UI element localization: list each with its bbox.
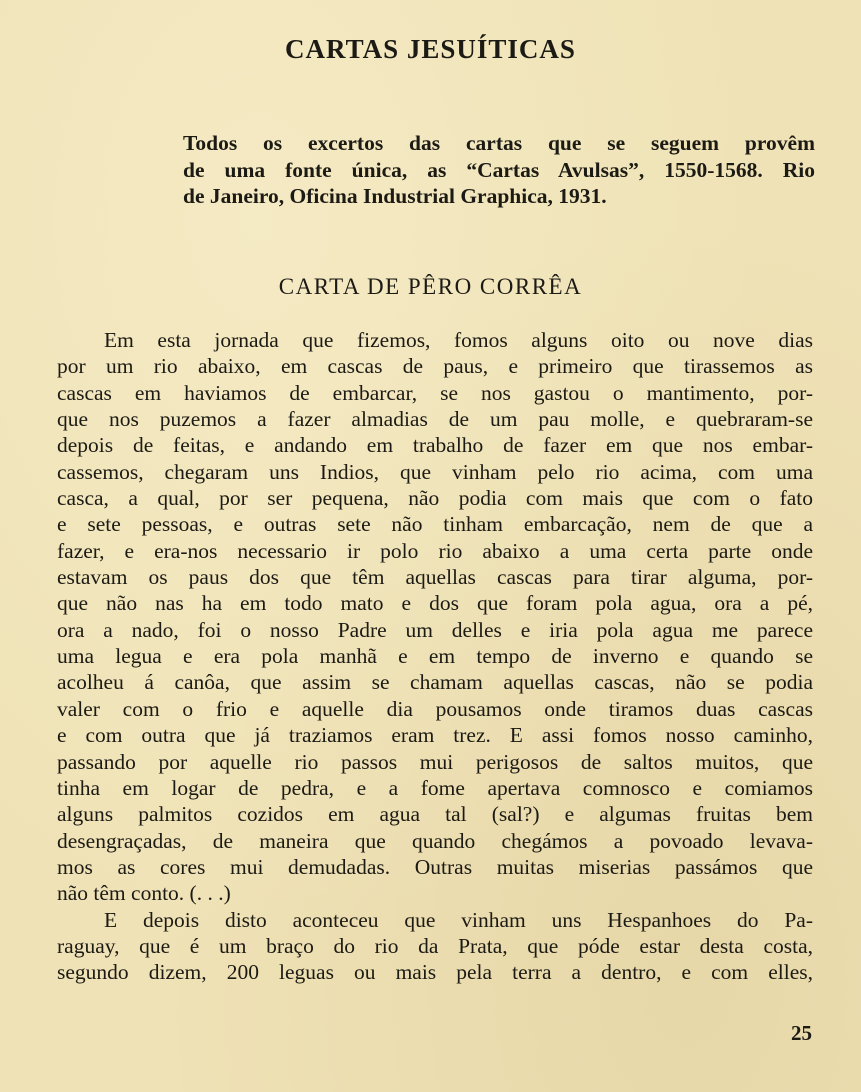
- body-line: E depois disto aconteceu que vinham uns Hespanhoes do Pa-: [104, 907, 813, 932]
- body-line: que não nas ha em todo mato e dos que foram pola agua, ora a pé,: [57, 591, 813, 616]
- body-line: cassemos, chegaram uns Indios, que vinham pelo rio acima, com uma: [57, 459, 813, 484]
- body-line: mos as cores mui demudadas. Outras muitas miserias passámos que: [57, 854, 813, 879]
- body-line: desengraçadas, de maneira que quando chegámos a povoado levava-: [57, 828, 813, 853]
- body-line: e com outra que já traziamos eram trez. E assi fomos nosso caminho,: [57, 723, 813, 748]
- body-line: fazer, e era-nos necessario ir polo rio abaixo a uma certa parte onde: [57, 538, 813, 563]
- body-line: depois de feitas, e andando em trabalho de fazer em que nos embar-: [57, 433, 813, 458]
- body-line: e sete pessoas, e outras sete não tinham embarcação, nem de que a: [57, 512, 813, 537]
- body-line: valer com o frio e aquelle dia pousamos onde tiramos duas cascas: [57, 696, 813, 721]
- body-line: uma legua e era pola manhã e em tempo de inverno e quando se: [57, 644, 813, 669]
- intro-note: [183, 130, 815, 210]
- body-line: alguns palmitos cozidos em agua tal (sal?) e algumas fruitas bem: [57, 802, 813, 827]
- body-line: não têm conto. (. . .): [57, 881, 231, 906]
- intro-line: Todos os excertos das cartas que se seguem provêm: [183, 131, 815, 155]
- body-line: ora a nado, foi o nosso Padre um delles e iria pola agua me parece: [57, 617, 813, 642]
- body-line: tinha em logar de pedra, e a fome apertava comnosco e comiamos: [57, 775, 813, 800]
- page-title: CARTAS JESUÍTICAS: [285, 34, 576, 64]
- body-line: estavam os paus dos que têm aquellas cascas para tirar alguma, por-: [57, 565, 813, 590]
- body-line: segundo dizem, 200 leguas ou mais pela terra a dentro, e com elles,: [57, 960, 813, 985]
- letter-body: [57, 327, 813, 986]
- body-line: raguay, que é um braço do rio da Prata, que póde estar desta costa,: [57, 933, 813, 958]
- page-number: 25: [791, 1021, 812, 1045]
- body-line: por um rio abaixo, em cascas de paus, e primeiro que tirassemos as: [57, 354, 813, 379]
- body-line: casca, a qual, por ser pequena, não podia com mais que com o fato: [57, 486, 813, 511]
- body-line: passando por aquelle rio passos mui perigosos de saltos muitos, que: [57, 749, 813, 774]
- body-line: cascas em haviamos de embarcar, se nos gastou o mantimento, por-: [57, 380, 813, 405]
- body-line: acolheu á canôa, que assim se chamam aquellas cascas, não se podia: [57, 670, 813, 695]
- intro-line: de Janeiro, Oficina Industrial Graphica, 1931.: [183, 184, 607, 208]
- intro-line: de uma fonte única, as “Cartas Avulsas”, 1550-1568. Rio: [183, 157, 815, 182]
- body-line: Em esta jornada que fizemos, fomos alguns oito ou nove dias: [104, 328, 813, 352]
- body-line: que nos puzemos a fazer almadias de um pau molle, e quebraram-se: [57, 407, 813, 432]
- section-title: CARTA DE PÊRO CORRÊA: [278, 274, 583, 299]
